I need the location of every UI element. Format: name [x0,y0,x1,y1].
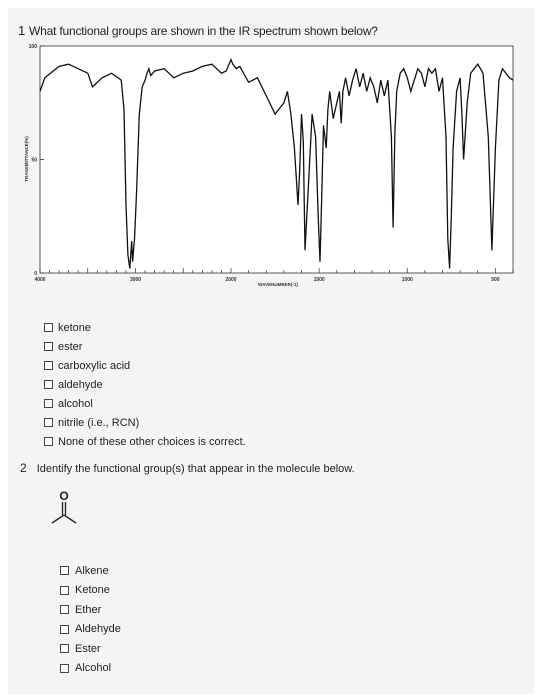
q1-option[interactable] [44,318,246,337]
q1-option[interactable] [44,394,246,413]
checkbox[interactable] [44,323,53,332]
y-tick-label: 100 [28,44,37,50]
option-label: Ester [75,642,101,655]
checkbox[interactable] [60,644,69,653]
question-2-number: 2 [20,461,27,475]
option-label: Ketone [75,584,110,597]
q2-option[interactable] [60,659,121,679]
option-label: aldehyde [58,378,103,391]
x-tick-label: 500 [491,277,500,283]
checkbox[interactable] [44,418,53,427]
x-tick-label: 2000 [225,277,237,283]
q1-option[interactable] [44,413,246,432]
checkbox[interactable] [44,380,53,389]
option-label: carboxylic acid [58,359,131,372]
checkbox[interactable] [60,586,69,595]
x-tick-label: 4000 [34,277,46,283]
q2-option[interactable] [60,581,121,601]
checkbox[interactable] [60,625,69,634]
y-tick-label: 0 [34,271,37,277]
x-axis-label: WAVENUMBER(-1) [258,282,298,287]
question-2-options [60,561,121,678]
acetone-structure [50,490,90,530]
question-2-text: Identify the functional group(s) that appear in the molecule below. [36,463,355,475]
q2-option[interactable] [60,561,121,581]
checkbox[interactable] [60,664,69,673]
q1-option[interactable] [44,432,246,451]
q2-option[interactable] [60,639,121,659]
q1-option[interactable] [44,375,246,394]
checkbox[interactable] [44,342,53,351]
option-label: None of these other choices is correct. [58,435,246,448]
molecule-bond-right [64,515,76,523]
checkbox[interactable] [60,566,69,575]
option-label: Alkene [75,564,109,577]
option-label: ketone [58,321,92,334]
option-label: ester [58,340,83,353]
molecule-bond-left [52,515,64,523]
x-tick-label: 1000 [401,277,413,283]
q2-option[interactable] [60,600,121,620]
x-tick-label: 1500 [313,277,325,283]
option-label: nitrile (i.e., RCN) [58,416,140,429]
q1-option[interactable] [44,337,246,356]
question-1-text: What functional groups are shown in the IR spectrum shown below? [29,24,378,38]
option-label: Aldehyde [75,623,121,636]
checkbox[interactable] [44,437,53,446]
checkbox[interactable] [44,361,53,370]
option-label: alcohol [58,397,93,410]
q1-option[interactable] [44,356,246,375]
question-1-options [44,318,246,451]
q2-option[interactable] [60,620,121,640]
checkbox[interactable] [44,399,53,408]
y-tick-label: 50 [31,157,37,164]
question-2-heading [20,461,355,475]
option-label: Alcohol [75,662,112,675]
x-tick-label: 3000 [129,277,142,283]
checkbox[interactable] [60,605,69,614]
molecule-oxygen-label: O [59,490,69,503]
ir-spectrum-chart [20,36,530,296]
y-axis-label: TRANSMITTANCE(%) [24,136,29,182]
question-1-number: 1 [18,23,26,38]
option-label: Ether [75,603,102,616]
